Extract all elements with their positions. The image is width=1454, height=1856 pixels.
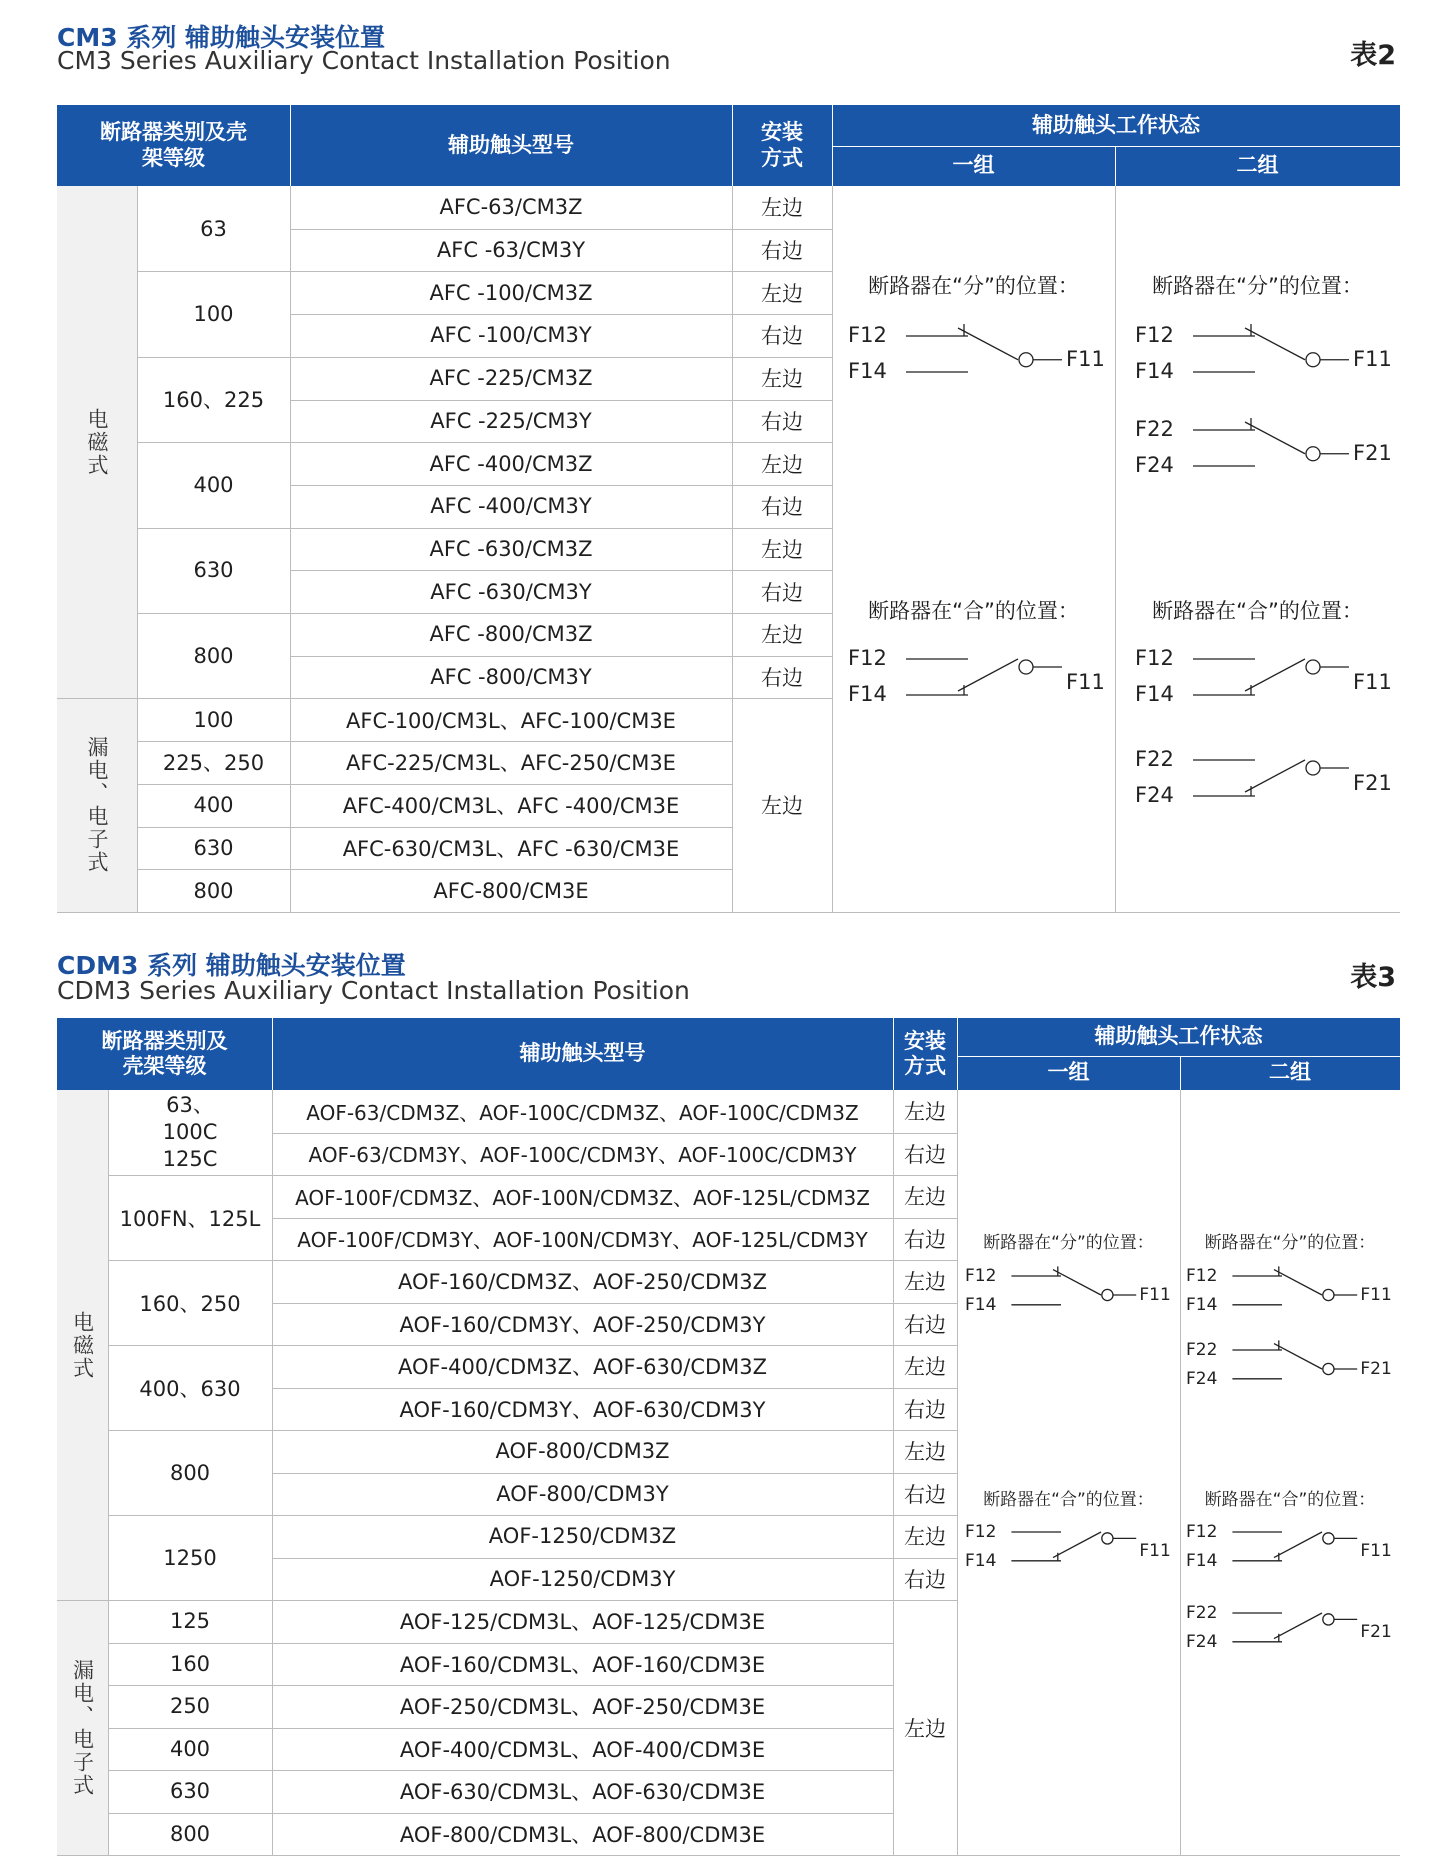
header-state: 辅助触头工作状态 <box>957 1018 1400 1056</box>
mount-cell: 右边 <box>761 409 803 434</box>
model-cell: AOF-800/CDM3L、AOF-800/CDM3E <box>399 1822 766 1847</box>
mount-cell: 右边 <box>761 495 803 520</box>
mount-cell: 左边 <box>761 281 803 306</box>
model-cell: AFC -400/CM3Z <box>429 451 593 476</box>
caption-closed: 断路器在“合”的位置： <box>868 599 1079 623</box>
mount-cell: 左边 <box>761 623 803 648</box>
mount-cell: 左边 <box>761 367 803 392</box>
mount-cell: 左边 <box>904 1355 946 1380</box>
closed-contact-diagram <box>1186 1603 1392 1652</box>
header-mount: 安装方式 <box>732 105 832 186</box>
terminal-label: F12 <box>1186 1266 1218 1286</box>
mount-cell: 右边 <box>904 1397 946 1422</box>
frame-cell: 630 <box>193 558 234 583</box>
header-model: 辅助触头型号 <box>290 105 732 186</box>
model-cell: AOF-160/CDM3L、AOF-160/CDM3E <box>399 1652 766 1677</box>
mount-cell: 左边 <box>761 537 803 562</box>
common-terminal-circle <box>1323 1614 1334 1625</box>
caption-open: 断路器在“分”的位置： <box>868 274 1079 298</box>
terminal-label: F24 <box>1186 1631 1218 1652</box>
category-electromagnetic: 电磁式 <box>85 407 109 477</box>
table-number: 表2 <box>1350 40 1396 71</box>
model-cell: AFC -800/CM3Y <box>430 665 592 690</box>
model-cell: AOF-250/CDM3L、AOF-250/CDM3E <box>399 1695 766 1720</box>
open-contact-diagram <box>1186 1266 1392 1315</box>
terminal-label: F12 <box>1135 646 1174 670</box>
common-terminal-circle <box>1323 1533 1334 1544</box>
mount-cell: 左边 <box>904 1100 946 1125</box>
frame-cell: 800 <box>169 1821 211 1846</box>
header-state: 辅助触头工作状态 <box>832 105 1400 146</box>
model-cell: AFC -630/CM3Z <box>429 536 593 561</box>
terminal-label: F14 <box>1186 1294 1218 1315</box>
model-cell: AFC -100/CM3Y <box>430 323 592 348</box>
mount-cell: 左边 <box>904 1716 946 1741</box>
terminal-label: F14 <box>965 1294 997 1315</box>
frame-cell: 160、225 <box>162 388 265 413</box>
category-electromagnetic: 电磁式 <box>70 1310 95 1380</box>
mount-cell: 左边 <box>904 1270 946 1295</box>
header-model: 辅助触头型号 <box>272 1018 893 1090</box>
frame-cell: 63 <box>200 216 227 241</box>
model-cell: AOF-63/CDM3Z、AOF-100C/CDM3Z、AOF-100C/CDM3Z <box>306 1100 859 1125</box>
terminal-label: F22 <box>1186 1603 1218 1623</box>
frame-cell: 630 <box>169 1779 211 1804</box>
terminal-label: F22 <box>1135 747 1174 771</box>
mount-cell: 左边 <box>904 1525 946 1550</box>
header-category: 断路器类别及壳架等级 <box>57 1018 272 1090</box>
switch-blade <box>1274 1613 1322 1639</box>
mount-cell: 右边 <box>761 580 803 605</box>
mount-cell: 左边 <box>904 1440 946 1465</box>
frame-cell: 400、630 <box>139 1376 241 1401</box>
terminal-label: F24 <box>1135 453 1174 477</box>
section-title-en: CDM3 Series Auxiliary Contact Installation Position <box>57 976 690 1005</box>
table-number: 表3 <box>1350 962 1396 993</box>
terminal-label: F22 <box>1186 1340 1218 1360</box>
open-contact-diagram <box>1186 1340 1392 1389</box>
model-cell: AFC-63/CM3Z <box>439 195 583 220</box>
terminal-label: F21 <box>1360 1622 1392 1643</box>
terminal-label: F11 <box>1139 1285 1171 1306</box>
terminal-label: F21 <box>1360 1359 1392 1380</box>
mount-cell: 右边 <box>761 239 803 264</box>
terminal-label: F14 <box>848 359 887 383</box>
frame-cell: 100 <box>193 707 234 732</box>
switch-blade <box>1053 1270 1101 1295</box>
terminal-label: F11 <box>1360 1285 1392 1306</box>
model-cell: AOF-100F/CDM3Z、AOF-100N/CDM3Z、AOF-125L/CDM3Z <box>295 1185 870 1210</box>
frame-cell: 800 <box>193 643 234 668</box>
frame-cell: 400 <box>193 793 234 818</box>
terminal-label: F12 <box>965 1522 997 1542</box>
category-leakage-electronic: 漏电、电子式 <box>85 736 109 875</box>
model-cell: AFC-400/CM3L、AFC -400/CM3E <box>342 794 680 819</box>
terminal-label: F21 <box>1353 770 1392 795</box>
open-contact-diagram <box>965 1266 1171 1315</box>
model-cell: AFC-630/CM3L、AFC -630/CM3E <box>342 836 680 861</box>
terminal-label: F24 <box>1135 783 1174 807</box>
model-cell: AFC -225/CM3Y <box>430 408 592 433</box>
terminal-label: F21 <box>1353 440 1392 465</box>
header-group1: 一组 <box>832 146 1115 186</box>
model-cell: AFC -630/CM3Y <box>430 579 592 604</box>
frame-cell: 160 <box>169 1651 211 1676</box>
terminal-label: F24 <box>1186 1368 1218 1389</box>
switch-blade <box>1053 1532 1101 1558</box>
model-cell: AOF-1250/CDM3Z <box>488 1524 677 1549</box>
caption-open: 断路器在“分”的位置： <box>1204 1232 1376 1253</box>
header-group1: 一组 <box>957 1056 1180 1090</box>
model-cell: AOF-800/CDM3Y <box>496 1481 669 1506</box>
terminal-label: F14 <box>848 682 887 706</box>
mount-cell: 右边 <box>904 1227 946 1252</box>
frame-cell: 800 <box>169 1460 211 1485</box>
caption-closed: 断路器在“合”的位置： <box>1204 1489 1376 1510</box>
terminal-label: F12 <box>848 646 887 670</box>
frame-cell: 800 <box>193 878 234 903</box>
terminal-label: F12 <box>965 1266 997 1286</box>
terminal-label: F14 <box>1135 359 1174 383</box>
model-cell: AOF-160/CDM3Y、AOF-250/CDM3Y <box>399 1312 766 1337</box>
mount-cell: 右边 <box>761 666 803 691</box>
terminal-label: F12 <box>848 323 887 347</box>
switch-blade <box>1274 1344 1322 1369</box>
frame-cell: 63、100C 125C <box>162 1092 218 1172</box>
terminal-label: F14 <box>1135 682 1174 706</box>
model-cell: AFC -800/CM3Z <box>429 622 593 647</box>
model-cell: AFC -225/CM3Z <box>429 366 593 391</box>
terminal-label: F12 <box>1186 1522 1218 1542</box>
terminal-label: F11 <box>1353 346 1392 371</box>
mount-cell: 右边 <box>904 1312 946 1337</box>
model-cell: AOF-160/CDM3Y、AOF-630/CDM3Y <box>399 1397 766 1422</box>
terminal-label: F11 <box>1360 1541 1392 1562</box>
frame-cell: 1250 <box>163 1545 217 1570</box>
terminal-label: F12 <box>1135 323 1174 347</box>
model-cell: AOF-800/CDM3Z <box>495 1439 670 1464</box>
frame-cell: 630 <box>193 835 234 860</box>
frame-cell: 400 <box>193 472 234 497</box>
mount-cell: 左边 <box>761 196 803 221</box>
mount-cell: 左边 <box>761 452 803 477</box>
terminal-label: F14 <box>965 1550 997 1571</box>
model-cell: AOF-400/CDM3Z、AOF-630/CDM3Z <box>397 1355 768 1380</box>
mount-cell: 左边 <box>904 1185 946 1210</box>
section-title-cn: CM3 系列 辅助触头安装位置 <box>57 23 386 52</box>
model-cell: AOF-160/CDM3Z、AOF-250/CDM3Z <box>397 1270 768 1295</box>
terminal-label: F14 <box>1186 1550 1218 1571</box>
model-cell: AFC -100/CM3Z <box>429 280 593 305</box>
model-cell: AFC-100/CM3L、AFC-100/CM3E <box>346 708 676 733</box>
caption-open: 断路器在“分”的位置： <box>1152 274 1363 298</box>
model-cell: AOF-100F/CDM3Y、AOF-100N/CDM3Y、AOF-125L/CDM3Y <box>297 1228 868 1253</box>
model-cell: AFC-225/CM3L、AFC-250/CM3E <box>346 751 676 776</box>
model-cell: AOF-400/CDM3L、AOF-400/CDM3E <box>399 1737 766 1762</box>
terminal-label: F11 <box>1066 669 1105 694</box>
header-category: 断路器类别及壳架等级 <box>57 105 290 186</box>
frame-cell: 225、250 <box>162 751 265 776</box>
terminal-label: F11 <box>1353 669 1392 694</box>
mount-cell: 右边 <box>761 324 803 349</box>
model-cell: AOF-630/CDM3L、AOF-630/CDM3E <box>399 1780 766 1805</box>
frame-cell: 250 <box>169 1694 211 1719</box>
section-title-cn: CDM3 系列 辅助触头安装位置 <box>57 951 406 980</box>
caption-closed: 断路器在“合”的位置： <box>983 1489 1154 1510</box>
section-title-en: CM3 Series Auxiliary Contact Installation Position <box>57 46 671 75</box>
header-group2: 二组 <box>1180 1056 1400 1090</box>
terminal-label: F22 <box>1135 417 1174 441</box>
switch-blade <box>1274 1270 1322 1295</box>
frame-cell: 125 <box>169 1609 211 1634</box>
frame-cell: 100FN、125L <box>119 1206 261 1231</box>
terminal-label: F11 <box>1139 1541 1171 1562</box>
header-group2: 二组 <box>1115 146 1400 186</box>
caption-open: 断路器在“分”的位置： <box>983 1232 1154 1253</box>
mount-cell: 右边 <box>904 1482 946 1507</box>
mount-cell: 右边 <box>904 1567 946 1592</box>
common-terminal-circle <box>1102 1533 1113 1544</box>
category-leakage-electronic: 漏电、电子式 <box>70 1658 95 1797</box>
model-cell: AFC -63/CM3Y <box>436 238 586 263</box>
model-cell: AOF-125/CDM3L、AOF-125/CDM3E <box>399 1610 766 1635</box>
frame-cell: 100 <box>193 302 234 327</box>
closed-contact-diagram <box>1186 1522 1392 1571</box>
frame-cell: 400 <box>169 1736 211 1761</box>
header-mount: 安装方式 <box>893 1018 957 1090</box>
terminal-label: F11 <box>1066 346 1105 371</box>
mount-cell: 右边 <box>904 1142 946 1167</box>
caption-closed: 断路器在“合”的位置： <box>1152 599 1363 623</box>
model-cell: AFC -400/CM3Y <box>430 494 592 519</box>
switch-blade <box>1274 1532 1322 1558</box>
frame-cell: 160、250 <box>139 1291 241 1316</box>
model-cell: AFC-800/CM3E <box>433 878 589 903</box>
common-terminal-circle <box>1102 1289 1113 1300</box>
closed-contact-diagram <box>965 1522 1171 1571</box>
common-terminal-circle <box>1323 1289 1334 1300</box>
mount-cell: 左边 <box>761 794 803 819</box>
model-cell: AOF-1250/CDM3Y <box>489 1566 676 1591</box>
model-cell: AOF-63/CDM3Y、AOF-100C/CDM3Y、AOF-100C/CDM3Y <box>308 1143 857 1168</box>
common-terminal-circle <box>1323 1363 1334 1374</box>
